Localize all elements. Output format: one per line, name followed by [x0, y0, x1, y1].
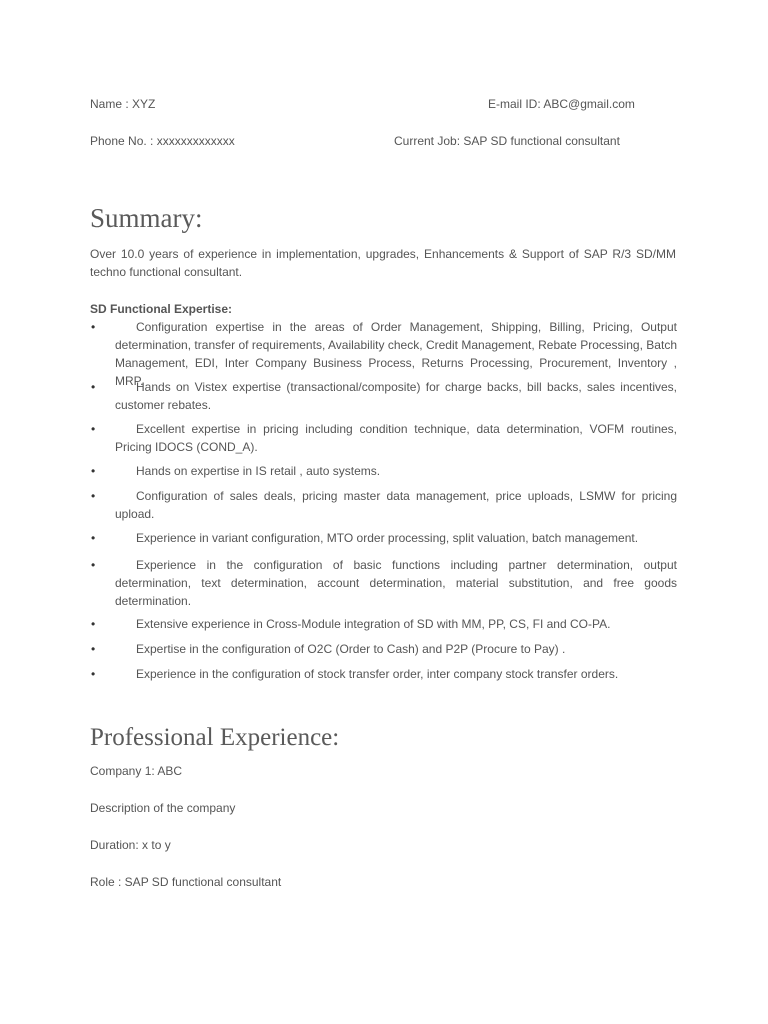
list-item-text: Configuration expertise in the areas of Order Management, Shipping, Billing, Pricing, Output determination, transfer of requirements, Availability check, Credit Management, Rebate Processing, Batch Management, EDI, Inter Company Business Process, Returns Processing, Procurement, Inventory , MRP.	[115, 320, 677, 388]
list-item	[91, 462, 677, 480]
list-item-text: Expertise in the configuration of O2C (Order to Cash) and P2P (Procure to Pay) .	[136, 642, 566, 656]
list-item-text: Extensive experience in Cross-Module integration of SD with MM, PP, CS, FI and CO-PA.	[136, 617, 611, 631]
list-item-text: Experience in the configuration of stock transfer order, inter company stock transfer orders.	[136, 667, 619, 681]
current-job-line: Current Job: SAP SD functional consultant	[394, 134, 620, 148]
phone-line: Phone No. : xxxxxxxxxxxxx	[90, 134, 235, 148]
list-item	[91, 529, 677, 547]
list-item-text: Configuration of sales deals, pricing master data management, price uploads, LSMW for pricing upload.	[115, 489, 677, 521]
summary-heading: Summary:	[90, 203, 203, 233]
bullet-icon: •	[91, 422, 96, 436]
list-item	[91, 556, 677, 610]
list-item	[91, 420, 677, 456]
bullet-icon: •	[91, 464, 96, 478]
bullet-icon: •	[91, 489, 96, 503]
summary-intro: Over 10.0 years of experience in implementation, upgrades, Enhancements & Support of SAP R/3 SD/MM techno functional consultant.	[90, 247, 676, 279]
bullet-icon: •	[91, 642, 96, 656]
email-line: E-mail ID: ABC@gmail.com	[488, 97, 635, 111]
bullet-icon: •	[91, 531, 96, 545]
expertise-subheading: SD Functional Expertise:	[90, 302, 233, 316]
list-item	[91, 640, 677, 658]
bullet-icon: •	[91, 558, 96, 572]
company-line: Company 1: ABC	[90, 764, 183, 778]
list-item	[91, 487, 677, 523]
name-line: Name : XYZ	[90, 97, 156, 111]
list-item-text: Experience in variant configuration, MTO order processing, split valuation, batch management.	[136, 531, 639, 545]
bullet-icon: •	[91, 380, 96, 394]
bullet-icon: •	[91, 617, 96, 631]
list-item-text: Experience in the configuration of basic functions including partner determination, output determination, text determination, account determination, material substitution, and free goods determination.	[115, 558, 677, 608]
list-item	[91, 665, 677, 683]
list-item	[91, 378, 677, 414]
experience-heading: Professional Experience:	[90, 724, 340, 751]
list-item-text: Excellent expertise in pricing including condition technique, data determination, VOFM routines, Pricing IDOCS (COND_A).	[115, 422, 677, 454]
duration-line: Duration: x to y	[90, 838, 171, 852]
list-item-text: Hands on Vistex expertise (transactional/composite) for charge backs, bill backs, sales incentives, customer rebates.	[115, 380, 677, 412]
bullet-icon: •	[91, 667, 96, 681]
list-item	[91, 615, 677, 633]
bullet-icon: •	[91, 320, 96, 334]
list-item-text: Hands on expertise in IS retail , auto systems.	[136, 464, 381, 478]
company-description: Description of the company	[90, 801, 236, 815]
role-line: Role : SAP SD functional consultant	[90, 875, 282, 889]
